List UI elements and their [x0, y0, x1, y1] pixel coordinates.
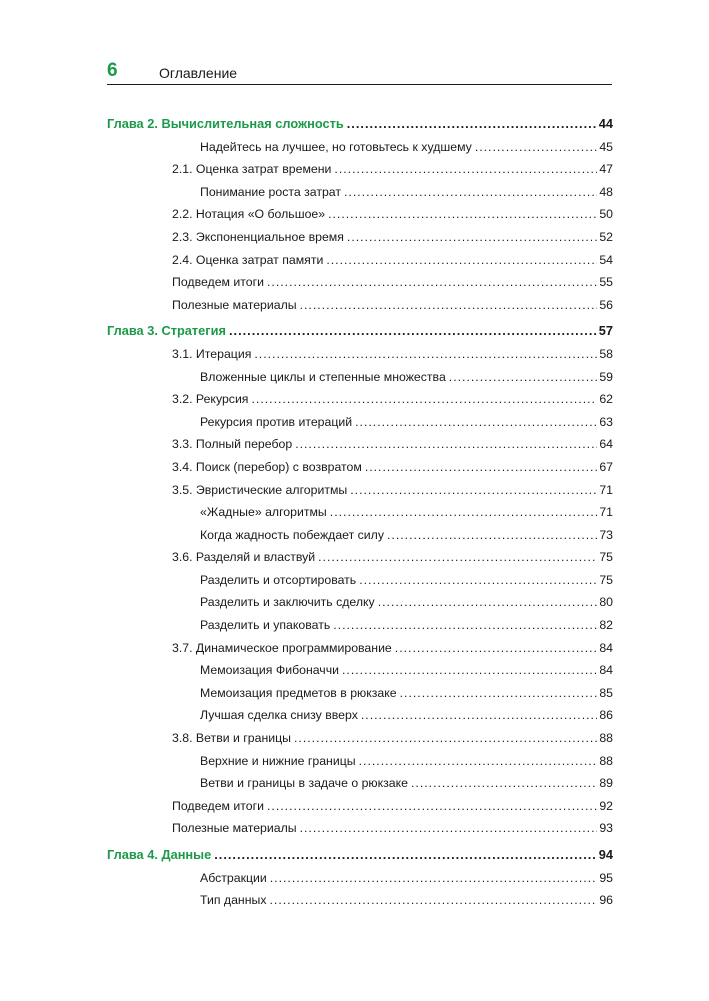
toc-entry-title: Верхние и нижние границы [200, 753, 356, 768]
toc-entry-page-number: 62 [599, 392, 613, 407]
toc-entry-line [200, 136, 613, 159]
toc-entry-line [200, 867, 613, 890]
toc-entry-title: 2.3. Экспоненциальное время [172, 229, 344, 244]
toc-subsection-entry[interactable] [107, 682, 613, 705]
toc-entry-line [172, 637, 613, 660]
dot-leader [229, 320, 597, 343]
toc-entry-title: Полезные материалы [172, 821, 297, 836]
toc-entry-page-number: 93 [599, 821, 613, 836]
toc-entry-line [172, 727, 613, 750]
running-title: Оглавление [159, 65, 238, 81]
toc-entry-title: Подведем итоги [172, 798, 264, 813]
toc-entry-page-number: 67 [599, 459, 613, 474]
dot-leader [214, 844, 597, 867]
toc-entry-page-number: 56 [599, 297, 613, 312]
toc-entry-page-number: 71 [599, 482, 613, 497]
toc-entry-line [172, 388, 613, 411]
toc-section-entry[interactable] [107, 294, 613, 317]
toc-subsection-entry[interactable] [107, 501, 613, 524]
toc-subsection-entry[interactable] [107, 614, 613, 637]
toc-subsection-entry[interactable] [107, 411, 613, 434]
dot-leader [347, 226, 597, 249]
toc-entry-line [200, 569, 613, 592]
dot-leader [300, 817, 598, 840]
toc-entry-title: 3.1. Итерация [172, 346, 252, 361]
toc-section-entry[interactable] [107, 388, 613, 411]
toc-entry-title: Разделить и упаковать [200, 618, 331, 633]
toc-entry-line [172, 343, 613, 366]
dot-leader [387, 524, 597, 547]
dot-leader [300, 294, 598, 317]
toc-entry-page-number: 45 [599, 139, 613, 154]
dot-leader [347, 113, 597, 136]
dot-leader [251, 388, 597, 411]
dot-leader [294, 727, 597, 750]
toc-entry-title: 3.7. Динамическое программирование [172, 640, 392, 655]
dot-leader [295, 433, 597, 456]
dot-leader [328, 203, 597, 226]
page-number: 6 [107, 60, 118, 81]
toc-section-entry[interactable] [107, 637, 613, 660]
toc-entry-title: 2.1. Оценка затрат времени [172, 162, 332, 177]
toc-entry-title: Понимание роста затрат [200, 184, 341, 199]
dot-leader [475, 136, 598, 159]
dot-leader [395, 637, 598, 660]
toc-entry-title: Вложенные циклы и степенные множества [200, 369, 446, 384]
dot-leader [330, 501, 598, 524]
toc-entry-title: Лучшая сделка снизу вверх [200, 708, 358, 723]
toc-entry-page-number: 64 [599, 437, 613, 452]
toc-subsection-entry[interactable] [107, 867, 613, 890]
toc-entry-line [172, 203, 613, 226]
toc-entry-line [200, 659, 613, 682]
toc-section-entry[interactable] [107, 433, 613, 456]
toc-entry-page-number: 52 [599, 229, 613, 244]
toc-entry-line [172, 226, 613, 249]
toc-entry-title: 3.2. Рекурсия [172, 392, 249, 407]
toc-section-entry[interactable] [107, 817, 613, 840]
toc-subsection-entry[interactable] [107, 772, 613, 795]
toc-entry-title: Рекурсия против итераций [200, 414, 353, 429]
dot-leader [365, 456, 598, 479]
toc-section-entry[interactable] [107, 795, 613, 818]
toc-entry-title: Ветви и границы в задаче о рюкзаке [200, 776, 408, 791]
toc-entry-title: 2.2. Нотация «О большое» [172, 207, 326, 222]
toc-entry-line [200, 411, 613, 434]
toc-entry-page-number: 47 [599, 162, 613, 177]
toc-section-entry[interactable] [107, 203, 613, 226]
toc-entry-page-number: 96 [599, 893, 613, 908]
toc-entry-line [107, 320, 613, 343]
toc-entry-page-number: 85 [599, 685, 613, 700]
toc-subsection-entry[interactable] [107, 591, 613, 614]
toc-section-entry[interactable] [107, 479, 613, 502]
toc-entry-line [200, 614, 613, 637]
dot-leader [411, 772, 597, 795]
toc-entry-title: Подведем итоги [172, 275, 264, 290]
toc-entry-line [172, 433, 613, 456]
toc-entry-line [172, 158, 613, 181]
toc-entry-line [172, 817, 613, 840]
toc-entry-line [172, 271, 613, 294]
toc-entry-line [200, 772, 613, 795]
toc-entry-line [200, 704, 613, 727]
dot-leader [267, 795, 597, 818]
toc-entry-title: Разделить и отсортировать [200, 572, 357, 587]
toc-entry-page-number: 86 [599, 708, 613, 723]
toc-section-entry[interactable] [107, 456, 613, 479]
toc-entry-title: Полезные материалы [172, 297, 297, 312]
toc-subsection-entry[interactable] [107, 524, 613, 547]
toc-chapter-entry[interactable] [107, 320, 613, 343]
toc-entry-page-number: 57 [598, 323, 613, 339]
dot-leader [334, 158, 597, 181]
toc-entry-title: Когда жадность побеждает силу [200, 527, 385, 542]
toc-subsection-entry[interactable] [107, 181, 613, 204]
toc-entry-line [172, 294, 613, 317]
toc-entry-page-number: 55 [599, 275, 613, 290]
toc-entry-line [172, 546, 613, 569]
toc-section-entry[interactable] [107, 249, 613, 272]
dot-leader [270, 867, 598, 890]
toc-entry-page-number: 75 [599, 550, 613, 565]
dot-leader [267, 271, 597, 294]
dot-leader [400, 682, 598, 705]
toc-entry-page-number: 84 [599, 663, 613, 678]
toc-subsection-entry[interactable] [107, 569, 613, 592]
toc-section-entry[interactable] [107, 271, 613, 294]
toc-entry-page-number: 94 [598, 847, 613, 862]
toc-entry-line [172, 456, 613, 479]
toc-entry-page-number: 63 [599, 414, 613, 429]
toc-entry-title: Мемоизация Фибоначчи [200, 663, 339, 678]
toc-entry-page-number: 95 [599, 870, 613, 885]
toc-entry-page-number: 48 [599, 184, 613, 199]
toc-entry-page-number: 54 [599, 252, 613, 267]
toc-subsection-entry[interactable] [107, 704, 613, 727]
toc-section-entry[interactable] [107, 343, 613, 366]
toc-entry-title: Глава 2. Вычислительная сложность [107, 116, 344, 131]
toc-subsection-entry[interactable] [107, 136, 613, 159]
toc-section-entry[interactable] [107, 226, 613, 249]
toc-entry-line [200, 682, 613, 705]
toc-entry-page-number: 58 [599, 346, 613, 361]
toc-entry-line [200, 750, 613, 773]
toc-subsection-entry[interactable] [107, 366, 613, 389]
dot-leader [270, 889, 598, 912]
dot-leader [359, 569, 597, 592]
dot-leader [254, 343, 597, 366]
page-header [107, 60, 612, 86]
toc-entry-title: 3.6. Разделяй и властвуй [172, 550, 316, 565]
toc-entry-line [172, 479, 613, 502]
toc-entry-title: Абстракции [200, 870, 267, 885]
toc-entry-line [200, 889, 613, 912]
toc-subsection-entry[interactable] [107, 659, 613, 682]
toc-entry-title: 2.4. Оценка затрат памяти [172, 252, 324, 267]
toc-entry-page-number: 82 [599, 618, 613, 633]
toc-entry-title: 3.5. Эвристические алгоритмы [172, 482, 348, 497]
dot-leader [361, 704, 597, 727]
toc-entry-title: Глава 3. Стратегия [107, 323, 226, 339]
toc-entry-page-number: 88 [599, 731, 613, 746]
toc-entry-title: «Жадные» алгоритмы [200, 505, 327, 520]
toc-entry-page-number: 89 [599, 776, 613, 791]
toc-entry-title: 3.4. Поиск (перебор) с возвратом [172, 459, 362, 474]
toc-entry-page-number: 71 [599, 505, 613, 520]
dot-leader [326, 249, 597, 272]
toc-entry-line [200, 366, 613, 389]
toc-entry-title: Мемоизация предметов в рюкзаке [200, 685, 397, 700]
header-rule [107, 84, 612, 85]
toc-entry-line [200, 591, 613, 614]
toc-subsection-entry[interactable] [107, 889, 613, 912]
toc-entry-page-number: 84 [599, 640, 613, 655]
toc-entry-line [172, 795, 613, 818]
toc-entry-title: Глава 4. Данные [107, 847, 212, 862]
toc-entry-page-number: 73 [599, 527, 613, 542]
toc-chapter-entry[interactable] [107, 113, 613, 136]
toc-entry-line [200, 501, 613, 524]
dot-leader [350, 479, 597, 502]
dot-leader [378, 591, 598, 614]
toc-entry-line [200, 181, 613, 204]
toc-entry-page-number: 50 [599, 207, 613, 222]
dot-leader [344, 181, 597, 204]
toc-entry-title: 3.3. Полный перебор [172, 437, 293, 452]
toc-section-entry[interactable] [107, 727, 613, 750]
toc-entry-line [107, 844, 613, 867]
toc-subsection-entry[interactable] [107, 750, 613, 773]
dot-leader [355, 411, 597, 434]
toc-section-entry[interactable] [107, 158, 613, 181]
toc-chapter-entry[interactable] [107, 844, 613, 867]
dot-leader [318, 546, 597, 569]
toc-entry-page-number: 44 [598, 116, 613, 131]
toc-entry-line [107, 113, 613, 136]
toc-entry-title: Надейтесь на лучшее, но готовьтесь к худшему [200, 139, 472, 154]
toc-entry-line [200, 524, 613, 547]
toc-entry-title: Тип данных [200, 893, 267, 908]
toc-entry-page-number: 75 [599, 572, 613, 587]
toc-entry-page-number: 80 [599, 595, 613, 610]
dot-leader [359, 750, 598, 773]
toc-entry-title: Разделить и заключить сделку [200, 595, 375, 610]
dot-leader [449, 366, 598, 389]
toc-entry-page-number: 92 [599, 798, 613, 813]
toc-section-entry[interactable] [107, 546, 613, 569]
toc-entry-line [172, 249, 613, 272]
table-of-contents [107, 113, 613, 912]
dot-leader [333, 614, 597, 637]
dot-leader [342, 659, 597, 682]
toc-entry-title: 3.8. Ветви и границы [172, 731, 291, 746]
toc-entry-page-number: 88 [599, 753, 613, 768]
toc-entry-page-number: 59 [599, 369, 613, 384]
